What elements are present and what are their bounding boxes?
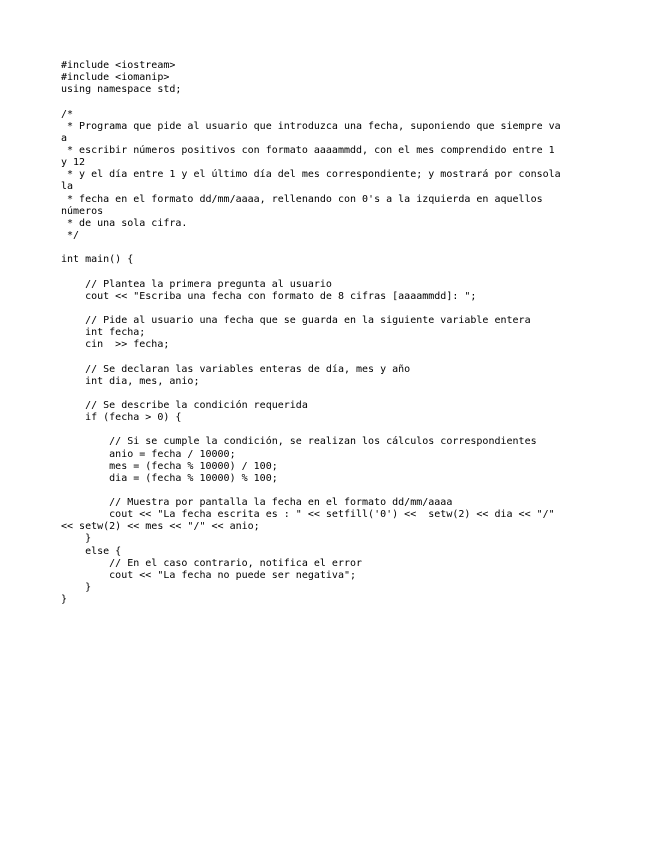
code-line: int main() { [61, 254, 134, 266]
code-line [61, 303, 601, 315]
code-line: * de una sola cifra. [61, 217, 188, 229]
code-line: << setw(2) << mes << "/" << anio; [61, 521, 260, 533]
code-line: // Muestra por pantalla la fecha en el formato dd/mm/aaaa [61, 497, 453, 509]
code-line: #include <iostream> [61, 60, 176, 71]
code-line: * y el día entre 1 y el último día del mes correspondiente; y mostrará por consola [61, 169, 561, 181]
code-line: } [61, 533, 92, 545]
code-line: // En el caso contrario, notifica el error [61, 557, 363, 569]
code-line: using namespace std; [61, 84, 182, 96]
code-line: // Pide al usuario una fecha que se guarda en la siguiente variable entera [61, 314, 531, 326]
code-line: */ [61, 229, 80, 241]
code-line: // Se declaran las variables enteras de día, mes y año [61, 363, 411, 375]
code-line: #include <iomanip> [61, 72, 170, 84]
code-listing [61, 60, 601, 606]
code-line: int dia, mes, anio; [61, 375, 200, 387]
code-line [61, 96, 601, 108]
code-line: números [61, 205, 104, 217]
code-line: if (fecha > 0) { [61, 412, 182, 424]
code-line: /* [61, 108, 74, 120]
code-line: y 12 [61, 157, 86, 169]
code-line: // Si se cumple la condición, se realizan los cálculos correspondientes [61, 436, 537, 448]
code-line: a [61, 132, 68, 144]
code-line [61, 351, 601, 363]
code-line: la [61, 181, 74, 193]
code-line: // Plantea la primera pregunta al usuario [61, 278, 332, 290]
code-line: cout << "La fecha no puede ser negativa"; [61, 569, 357, 581]
code-line [61, 266, 601, 278]
code-line: } [61, 582, 92, 594]
code-line: else { [61, 545, 122, 557]
code-line [61, 485, 601, 497]
code-line: mes = (fecha % 10000) / 100; [61, 460, 278, 472]
code-line: // Se describe la condición requerida [61, 399, 308, 411]
code-line: * fecha en el formato dd/mm/aaaa, rellenando con 0's a la izquierda en aquellos [61, 193, 543, 205]
code-line: * Programa que pide al usuario que introduzca una fecha, suponiendo que siempre va [61, 120, 561, 132]
code-line: } [61, 594, 68, 606]
code-line [61, 242, 601, 254]
code-line: dia = (fecha % 10000) % 100; [61, 472, 278, 484]
code-line: cin >> fecha; [61, 339, 170, 351]
code-line: int fecha; [61, 327, 146, 339]
code-line: cout << "La fecha escrita es : " << setfill('0') << setw(2) << dia << "/" [61, 509, 555, 521]
code-line: cout << "Escriba una fecha con formato de 8 cifras [aaaammdd]: "; [61, 290, 477, 302]
code-line: * escribir números positivos con formato aaaammdd, con el mes comprendido entre 1 [61, 144, 555, 156]
code-line [61, 388, 601, 400]
code-line [61, 424, 601, 436]
code-line: anio = fecha / 10000; [61, 448, 236, 460]
